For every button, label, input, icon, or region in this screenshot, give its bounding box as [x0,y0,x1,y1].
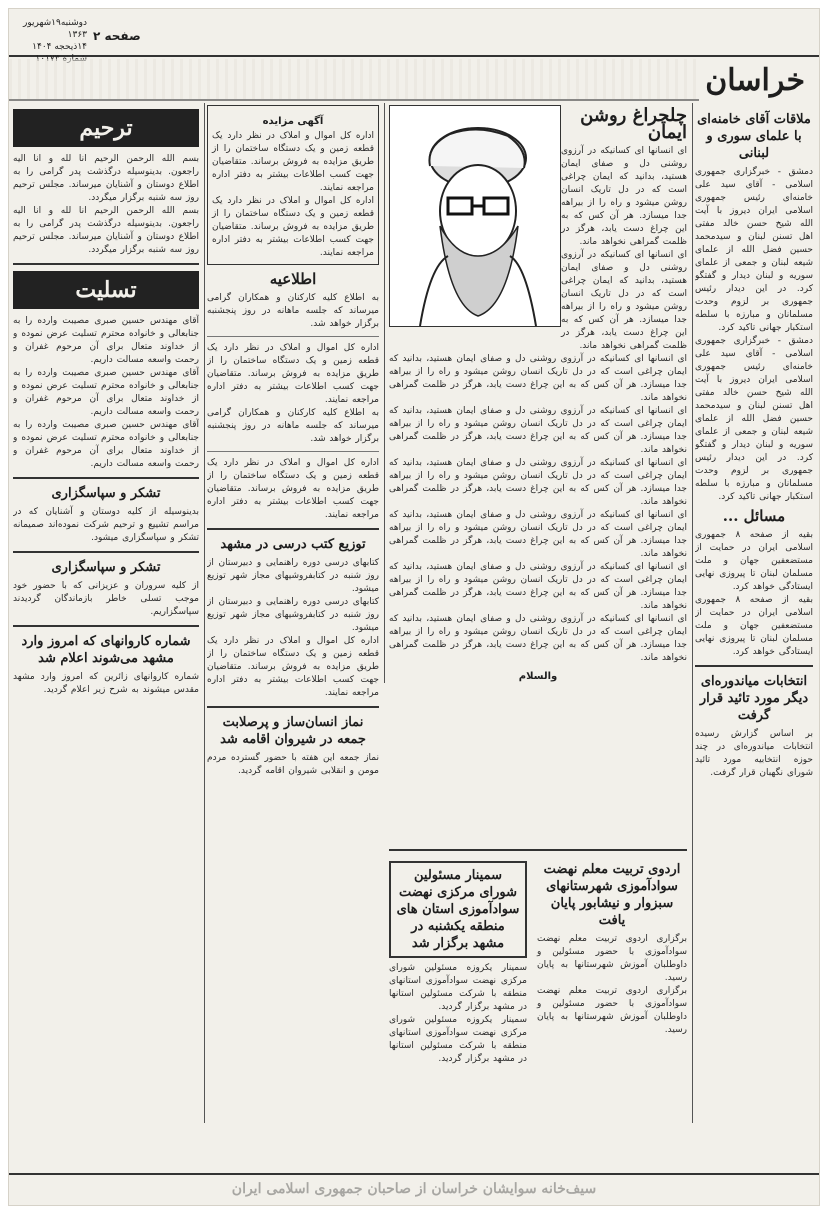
ads-column [207,105,379,1115]
divider [207,451,379,452]
lower-middle-section [389,849,687,1171]
divider [13,477,199,479]
divider [13,625,199,627]
seminar-article [389,857,527,1066]
date-line: دوشنبه۱۹شهریور ۱۳۶۳ [23,18,87,40]
divider [207,336,379,337]
divider [207,706,379,708]
article-body: دمشق - خبرگزاری جمهوری اسلامی - آقای سید علی خامنه‌ای رئیس جمهوری اسلامی ایران دیروز با آیت الله شیخ حسن خالد مفتی اهل تسنن لبنان و سیدمحمد حسین فضل الله از علمای شیعه لبنان و جمعی از علمای سوریه و لبنان دیدار و گفتگو کرد. در این دیدار رئیس جمهوری بر لزوم وحدت مسلمانان و مبارزه با سلطه استکبار جهانی تاکید کرد. [695,167,813,333]
lead-body-continued: ای انسانها ای کسانیکه در آرزوی روشنی دل و صفای ایمان هستید، بدانید که ایمان چراغی است که در دل تاریک انسان روشن میشود و راه را از بیراهه جدا میسازد. هر آن کس که به این چراغ دست یابد، هرگز در ظلمت گمراهی نخواهد ماند. [389,510,687,559]
ad-box [207,105,379,265]
date-line: ۱۴ذیحجه ۱۴۰۴ [32,42,87,52]
article-body: سمینار یکروزه مسئولین شورای مرکزی نهضت سوادآموزی استانهای منطقه با شرکت مسئولین استانها در مشهد برگزار گردید. [389,963,527,1012]
article-body-continued: کتابهای درسی دوره راهنمایی و دبیرستان از روز شنبه در کتابفروشیهای مجاز شهر توزیع میشود. [207,597,379,633]
bottom-strip [9,1173,819,1205]
divider [13,551,199,553]
literacy-camp-article [537,857,687,1037]
faded-banner [9,59,699,101]
page-number: صفحه ۲ [93,29,141,43]
notice-body-continued: به اطلاع کلیه کارکنان و همکاران گرامی میرساند که جلسه ماهانه در روز پنجشنبه برگزار خواهد شد. [207,408,379,444]
ad-heading: آگهی مزایده [262,116,324,127]
article-title: توزیع کتب درسی در مشهد [220,537,366,552]
lead-body-continued: ای انسانها ای کسانیکه در آرزوی روشنی دل و صفای ایمان هستید، بدانید که ایمان چراغی است که در دل تاریک انسان روشن میشود و راه را از بیراهه جدا میسازد. هر آن کس که به این چراغ دست یابد، هرگز در ظلمت گمراهی نخواهد ماند. [389,562,687,611]
thanks-title: تشکر و سپاسگزاری [51,486,161,501]
masthead [9,9,819,57]
article-title: سمینار مسئولین شورای مرکزی نهضت سوادآموزی استان های منطقه یکشنبه در مشهد برگزار شد [389,861,527,958]
left-column [13,105,199,1115]
lead-body-continued: ای انسانها ای کسانیکه در آرزوی روشنی دل و صفای ایمان هستید، بدانید که ایمان چراغی است که در دل تاریک انسان روشن میشود و راه را از بیراهه جدا میسازد. هر آن کس که به این چراغ دست یابد، هرگز در ظلمت گمراهی نخواهد ماند. [389,406,687,455]
notice-body: به اطلاع کلیه کارکنان و همکاران گرامی میرساند که جلسه ماهانه در روز پنجشنبه برگزار خواهد شد. [207,293,379,329]
article-title: ملاقات آقای خامنه‌ای با علمای سوری و لبنانی [697,112,811,161]
article-body-continued: برگزاری اردوی تربیت معلم نهضت سوادآموزی با حضور مسئولین و داوطلبان آموزش شهرستانها به پایان رسید. [537,986,687,1035]
article-body: نماز جمعه این هفته با حضور گسترده مردم مومن و انقلابی شیروان اقامه گردید. [207,753,379,776]
ad-body-continued: اداره کل اموال و املاک در نظر دارد یک قطعه زمین و یک دستگاه ساختمان را از طریق مزایده به فروش برساند. متقاضیان جهت کسب اطلاعات بیشتر به دفتر اداره مراجعه نمایند. [212,196,374,258]
divider [13,263,199,265]
lead-body-continued: ای انسانها ای کسانیکه در آرزوی روشنی دل و صفای ایمان هستید، بدانید که ایمان چراغی است که در دل تاریک انسان روشن میشود و راه را از بیراهه جدا میسازد. هر آن کس که به این چراغ دست یابد، هرگز در ظلمت گمراهی نخواهد ماند. [561,250,687,351]
notice-body-continued: اداره کل اموال و املاک در نظر دارد یک قطعه زمین و یک دستگاه ساختمان را از طریق مزایده به فروش برساند. متقاضیان جهت کسب اطلاعات بیشتر به دفتر اداره مراجعه نمایند. [207,458,379,520]
divider [695,665,813,667]
thanks-title: تشکر و سپاسگزاری [51,560,161,575]
article-title: نماز انسان‌ساز و پرصلابت جمعه در شیروان اقامه شد [220,715,366,747]
lead-body-continued: ای انسانها ای کسانیکه در آرزوی روشنی دل و صفای ایمان هستید، بدانید که ایمان چراغی است که در دل تاریک انسان روشن میشود و راه را از بیراهه جدا میسازد. هر آن کس که به این چراغ دست یابد، هرگز در ظلمت گمراهی نخواهد ماند. [389,458,687,507]
faded-footer-text: سیف‌خانه سوایشان خراسان از صاحبان جمهوری اسلامی ایران [231,1181,597,1197]
column-rule [692,103,693,1123]
lead-signoff: والسلام [518,671,558,682]
article-body-continued: بقیه از صفحه ۸ جمهوری اسلامی ایران در حمایت از مستضعفین جهان و ملت مسلمان لبنان تا پیروزی نهایی ایستادگی خواهد کرد. [695,595,813,657]
notice-body: بسم الله الرحمن الرحیم انا لله و انا الیه راجعون. بدینوسیله درگذشت پدر گرامی را به اطلاع دوستان و آشنایان میرساند. مجلس ترحیم روز سه شنبه برگزار میگردد. [13,154,199,203]
lead-article [389,105,687,845]
article-body: بر اساس گزارش رسیده انتخابات میاندوره‌ای در چند حوزه انتخابیه مورد تائید شورای نگهبان قرار گرفت. [695,729,813,778]
article-body-continued: اداره کل اموال و املاک در نظر دارد یک قطعه زمین و یک دستگاه ساختمان را از طریق مزایده به فروش برساند. متقاضیان جهت کسب اطلاعات بیشتر به دفتر اداره مراجعه نمایند. [207,636,379,698]
condolence-banner: ترحیم [13,109,199,147]
lead-body-continued: ای انسانها ای کسانیکه در آرزوی روشنی دل و صفای ایمان هستید، بدانید که ایمان چراغی است که در دل تاریک انسان روشن میشود و راه را از بیراهه جدا میسازد. هر آن کس که به این چراغ دست یابد، هرگز در ظلمت گمراهی نخواهد ماند. [389,614,687,663]
date-box [17,17,87,65]
article-body-continued: دمشق - خبرگزاری جمهوری اسلامی - آقای سید علی خامنه‌ای رئیس جمهوری اسلامی ایران دیروز با آیت الله شیخ حسن خالد مفتی اهل تسنن لبنان و سیدمحمد حسین فضل الله از علمای شیعه لبنان و جمعی از علمای سوریه و لبنان دیدار و گفتگو کرد. در این دیدار رئیس جمهوری بر لزوم وحدت مسلمانان و مبارزه با سلطه استکبار جهانی تاکید کرد. [695,336,813,502]
portrait-image [389,105,561,327]
lead-title: چلچراغ روشن ایمان [580,105,687,143]
notice-body-continued: اداره کل اموال و املاک در نظر دارد یک قطعه زمین و یک دستگاه ساختمان را از طریق مزایده به فروش برساند. متقاضیان جهت کسب اطلاعات بیشتر به دفتر اداره مراجعه نمایند. [207,343,379,405]
article-body: شماره کاروانهای زائرین که امروز وارد مشهد مقدس میشوند به شرح زیر اعلام گردید. [13,672,199,695]
article-title: مسائل ... [722,507,786,525]
article-title: انتخابات میاندوره‌ای دیگر مورد تائید قرار گرفت [699,674,809,723]
newspaper-page [8,8,820,1206]
notice-body: آقای مهندس حسین صبری مصیبت وارده را به جنابعالی و خانواده محترم تسلیت عرض نموده و از خداوند متعال برای آن مرحوم غفران و رحمت واسعه مسالت داریم. [13,316,199,365]
notice-body: از کلیه سروران و عزیزانی که با حضور خود موجب تسلی خاطر بازماندگان گردیدند سپاسگزاریم. [13,581,199,617]
ad-body: اداره کل اموال و املاک در نظر دارد یک قطعه زمین و یک دستگاه ساختمان را از طریق مزایده به فروش برساند. متقاضیان جهت کسب اطلاعات بیشتر به دفتر اداره مراجعه نمایند. [212,131,374,193]
right-column [695,107,813,1167]
notice-body-continued: آقای مهندس حسین صبری مصیبت وارده را به جنابعالی و خانواده محترم تسلیت عرض نموده و از خداوند متعال برای آن مرحوم غفران و رحمت واسعه مسالت داریم. [13,368,199,417]
column-rule [204,103,205,1123]
article-body: کتابهای درسی دوره راهنمایی و دبیرستان از روز شنبه در کتابفروشیهای مجاز شهر توزیع میشود. [207,558,379,594]
article-body: برگزاری اردوی تربیت معلم نهضت سوادآموزی با حضور مسئولین و داوطلبان آموزش شهرستانها به پایان رسید. [537,934,687,983]
article-title: اردوی تربیت معلم نهضت سوادآموزی شهرستانهای سبزوار و نیشابور پایان یافت [543,862,681,928]
notice-body-continued: آقای مهندس حسین صبری مصیبت وارده را به جنابعالی و خانواده محترم تسلیت عرض نموده و از خداوند متعال برای آن مرحوم غفران و رحمت واسعه مسالت داریم. [13,420,199,469]
notice-body: بدینوسیله از کلیه دوستان و آشنایان که در مراسم تشییع و ترحیم شرکت نموده‌اند صمیمانه تشکر و سپاسگزاری میشود. [13,507,199,543]
lead-body: ای انسانها ای کسانیکه در آرزوی روشنی دل و صفای ایمان هستید، بدانید که ایمان چراغی است که در دل تاریک انسان روشن میشود و راه را از بیراهه جدا میسازد. هر آن کس که به این چراغ دست یابد، هرگز در ظلمت گمراهی نخواهد ماند. [561,146,687,247]
notice-body-continued: بسم الله الرحمن الرحیم انا لله و انا الیه راجعون. بدینوسیله درگذشت پدر گرامی را به اطلاع دوستان و آشنایان میرساند. مجلس ترحیم روز سه شنبه برگزار میگردد. [13,206,199,255]
notice-title: اطلاعیه [269,270,317,288]
divider [207,528,379,530]
article-body: بقیه از صفحه ۸ جمهوری اسلامی ایران در حمایت از مستضعفین جهان و ملت مسلمان لبنان تا پیروزی نهایی ایستادگی خواهد کرد. [695,530,813,592]
sympathy-banner: تسلیت [13,271,199,309]
newspaper-logo: خراسان [705,63,805,98]
cleric-portrait-icon [390,106,560,326]
article-body-continued: سمینار یکروزه مسئولین شورای مرکزی نهضت سوادآموزی استانهای منطقه با شرکت مسئولین استانها در مشهد برگزار گردید. [389,1015,527,1064]
lead-body-continued: ای انسانها ای کسانیکه در آرزوی روشنی دل و صفای ایمان هستید، بدانید که ایمان چراغی است که در دل تاریک انسان روشن میشود و راه را از بیراهه جدا میسازد. هر آن کس که به این چراغ دست یابد، هرگز در ظلمت گمراهی نخواهد ماند. [389,354,687,403]
column-rule [384,103,385,683]
article-title: شماره کاروانهای که امروز وارد مشهد می‌شوند اعلام شد [21,634,191,666]
